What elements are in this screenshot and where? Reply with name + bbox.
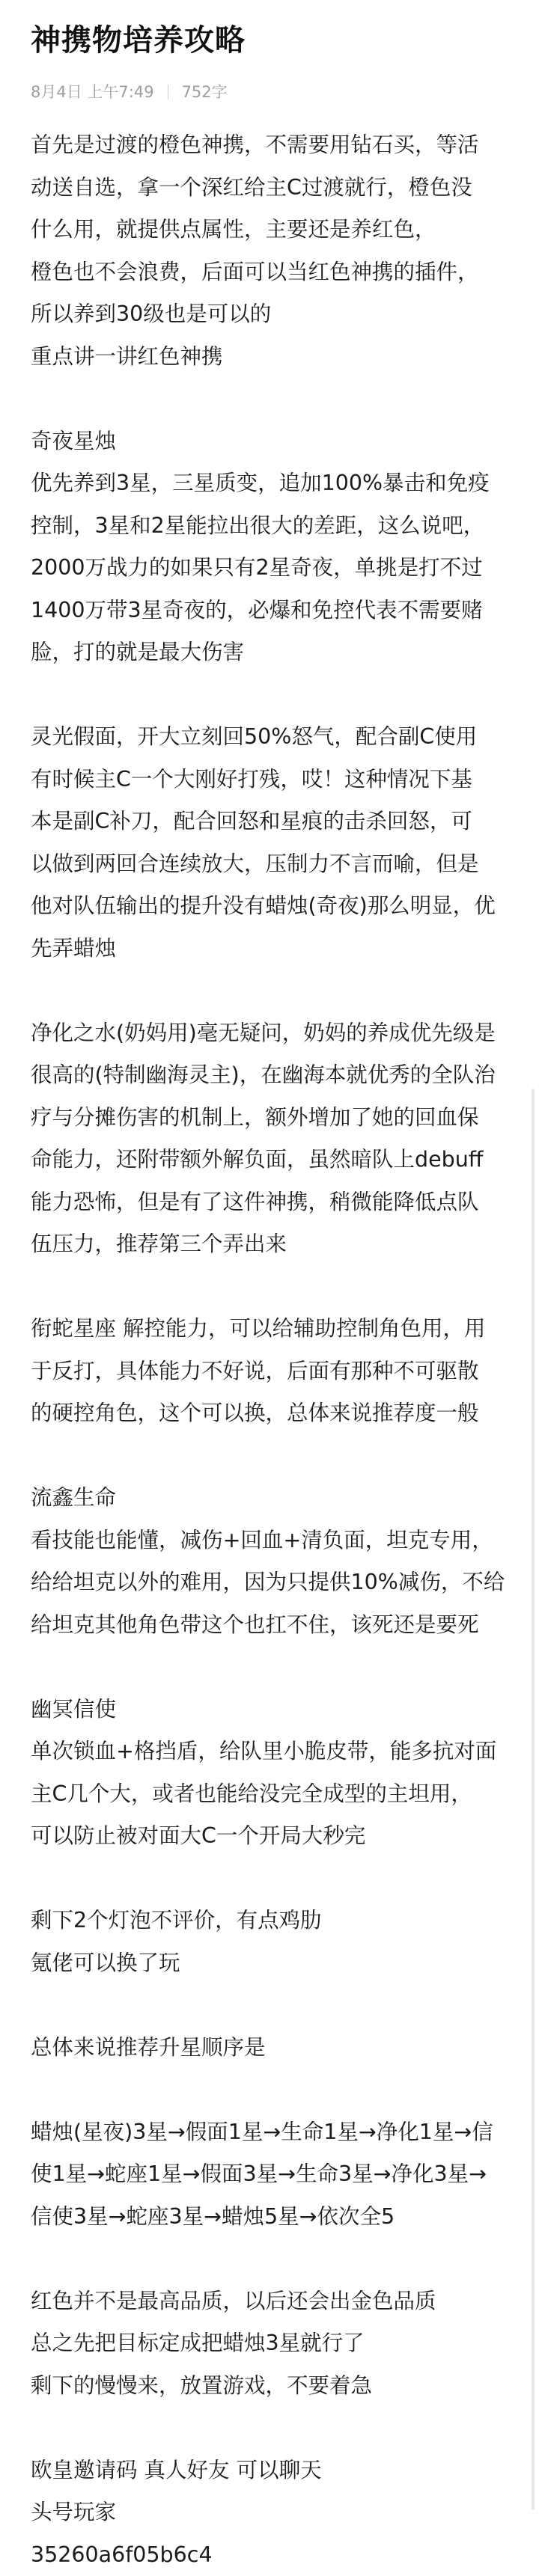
paragraph-gap bbox=[31, 2238, 514, 2280]
paragraph-gap bbox=[31, 1266, 514, 1309]
paragraph-gap bbox=[31, 378, 514, 420]
paragraph-upgrade-order: 蜡烛(星夜)3星→假面1星→生命1星→净化1星→信 使1星→蛇座1星→假面3星→生命3星→净化3星→ 信使3星→蛇座3星→蜡烛5星→依次全5 bbox=[31, 2111, 514, 2239]
paragraph-liuxin-shengming: 流鑫生命 看技能也能懂，减伤+回血+清负面，坦克专用， 给给坦克以外的难用，因为只提供10%减伤，不给 给坦克其他角色带这个也扛不住，该死还是要死 bbox=[31, 1477, 514, 1646]
paragraph-order-heading: 总体来说推荐升星顺序是 bbox=[31, 2027, 514, 2069]
article-body[interactable] bbox=[31, 124, 514, 2576]
paragraph-youming-xinshi: 幽冥信使 单次锁血+格挡盾，给队里小脆皮带，能多抗对面 主C几个大，或者也能给没完全成型的主坦用， 可以防止被对面大C一个开局大秒完 bbox=[31, 1689, 514, 1858]
article-word-count: 752字 bbox=[182, 81, 228, 103]
paragraph-summary: 红色并不是最高品质，以后还会出金色品质 总之先把目标定成把蜡烛3星就行了 剩下的慢慢来，放置游戏，不要着急 bbox=[31, 2280, 514, 2408]
paragraph-gap bbox=[31, 1858, 514, 1900]
paragraph-xianshe-xingzuo: 衔蛇星座 解控能力，可以给辅助控制角色用，用 于反打，具体能力不好说，后面有那种不可驱散 的硬控角色，这个可以换，总体来说推荐度一般 bbox=[31, 1308, 514, 1435]
paragraph-gap bbox=[31, 1435, 514, 1478]
paragraph-gap bbox=[31, 2407, 514, 2450]
paragraph-lingguang-jiamian: 灵光假面，开大立刻回50%怒气，配合副C使用 有时候主C一个大刚好打残，哎！这种情况下基 本是副C补刀，配合回怒和星痕的击杀回怒，可 以做到两回合连续放大，压制力不言而喻，但是 他对队伍输出的提升没有蜡烛(奇夜)那么明显，优 先弄蜡烛 bbox=[31, 716, 514, 970]
paragraph-gap bbox=[31, 1984, 514, 2027]
paragraph-qiye-xingzhu: 奇夜星烛 优先养到3星，三星质变，追加100%暴击和免疫 控制，3星和2星能拉出很大的差距，这么说吧， 2000万战力的如果只有2星奇夜，单挑是打不过 1400万带3星奇夜的，必爆和免控代表不需要赌 脸，打的就是最大伤害 bbox=[31, 420, 514, 674]
article-title: 神携物培养攻略 bbox=[31, 21, 246, 60]
paragraph-invite-code: 欧皇邀请码 真人好友 可以聊天 头号玩家 35260a6f05b6c4 bbox=[31, 2450, 514, 2576]
paragraph-intro: 首先是过渡的橙色神携，不需要用钻石买，等活 动送自选，拿一个深红给主C过渡就行，橙色没 什么用，就提供点属性，主要还是养红色， 橙色也不会浪费，后面可以当红色神携的插件， 所以养到30级也是可以的 重点讲一讲红色神携 bbox=[31, 124, 514, 378]
paragraph-remaining: 剩下2个灯泡不评价，有点鸡肋 氪佬可以换了玩 bbox=[31, 1900, 514, 1984]
paragraph-gap bbox=[31, 970, 514, 1012]
paragraph-gap bbox=[31, 674, 514, 717]
scrollbar-track[interactable] bbox=[532, 1089, 535, 2510]
paragraph-jinghua-zhishui: 净化之水(奶妈用)毫无疑问，奶妈的养成优先级是 很高的(特制幽海灵主)，在幽海本就优秀的全队治 疗与分摊伤害的机制上，额外增加了她的回血保 命能力，还附带额外解负面，虽然暗队上debuff 能力恐怖，但是有了这件神携，稍微能降低点队 伍压力，推荐第三个弄出来 bbox=[31, 1012, 514, 1266]
paragraph-gap bbox=[31, 1646, 514, 1689]
article-date: 8月4日 上午7:49 bbox=[31, 81, 154, 103]
article-meta bbox=[31, 81, 228, 103]
paragraph-gap bbox=[31, 2069, 514, 2111]
